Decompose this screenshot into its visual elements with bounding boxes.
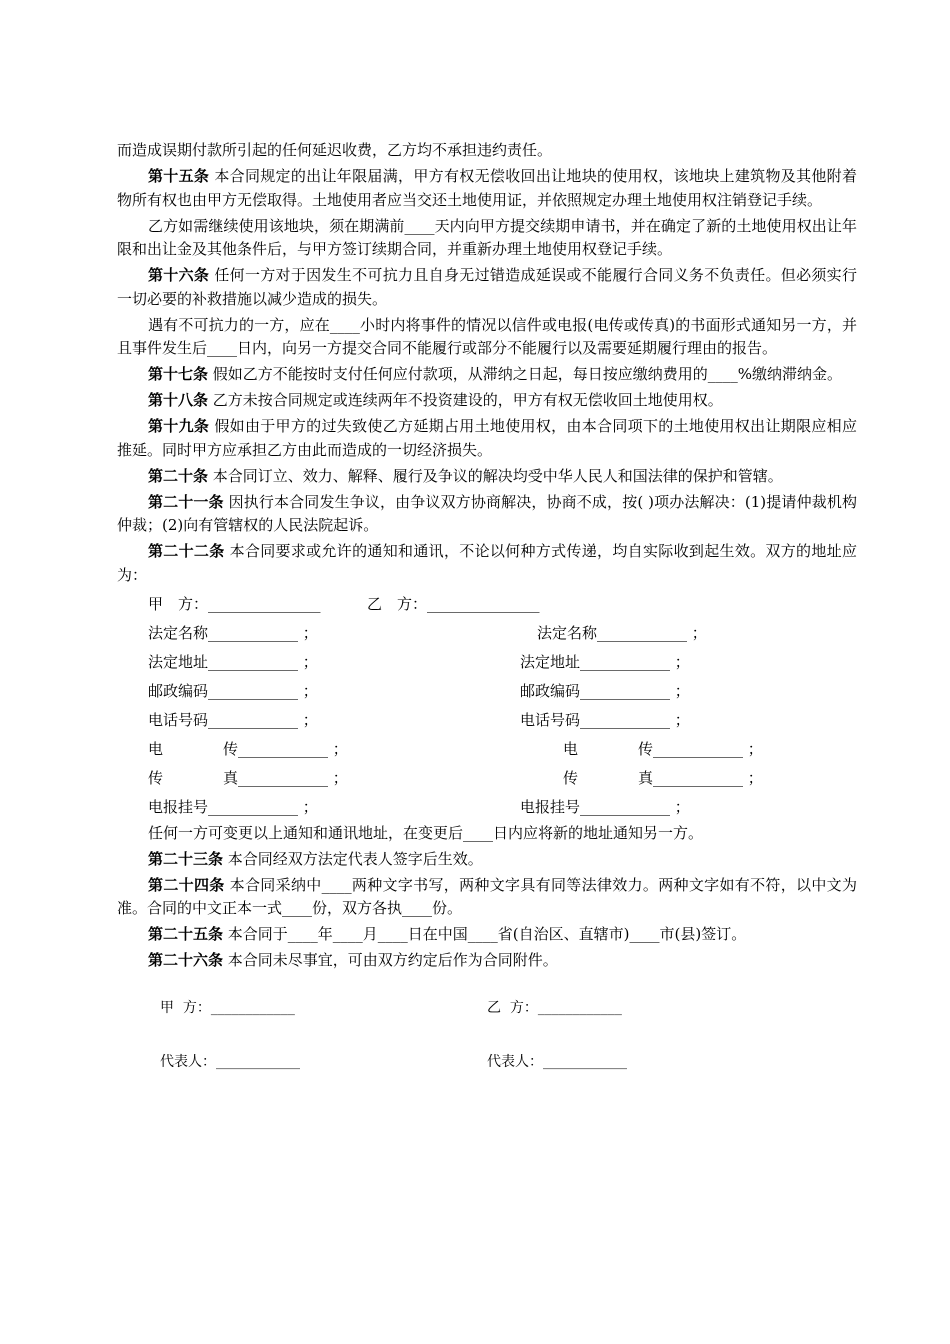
address-row: [117, 793, 857, 822]
article-text: 本合同经双方法定代表人签字后生效。: [223, 849, 483, 868]
article-25: [117, 923, 857, 947]
party-b-postcode: 邮政编码____________ ；: [520, 681, 690, 700]
article-text: 本合同未尽事宜，可由双方约定后作为合同附件。: [223, 951, 558, 969]
paragraph: 乙方如需继续使用该地块，须在期满前____天内向甲方提交续期申请书，并在确定了新的土地使用权出让年限和出让金及其他条件后，与甲方签订续期合同，并重新办理土地使用权登记手续。: [117, 216, 857, 258]
article-26: [117, 949, 857, 973]
article-title: 第十八条: [148, 391, 209, 409]
article-title: 第十六条: [148, 266, 210, 284]
address-row: [117, 619, 857, 648]
address-party-row: [117, 590, 857, 619]
article-text: 本合同订立、效力、解释、履行及争议的解决均受中华人民人和国法律的保护和管辖。: [208, 466, 783, 485]
article-text: 本合同要求或允许的通知和通讯，不论以何种方式传递，均自实际收到起生效。双方的地址应为：: [117, 542, 857, 584]
address-row: [117, 735, 857, 764]
article-24: [117, 874, 857, 921]
article-text: 乙方未按合同规定或连续两年不投资建设的，甲方有权无偿收回土地使用权。: [208, 391, 723, 409]
address-row: [117, 706, 857, 735]
article-15: [117, 165, 857, 212]
party-a-telex: 电 传____________ ；: [148, 739, 348, 758]
party-b-representative: 代表人：____________: [487, 1054, 627, 1070]
article-text: 本合同规定的出让年限届满，甲方有权无偿收回出让地块的使用权，该地块上建筑物及其他附着物所有权也由甲方无偿取得。土地使用者应当交还土地使用证，并依照规定办理土地使用权注销登记手续。: [117, 167, 857, 209]
article-title: 第二十一条: [148, 492, 224, 511]
paragraph: 遇有不可抗力的一方，应在____小时内将事件的情况以信件或电报(电传或传真)的书面形式通知另一方，并且事件发生后____日内，向另一方提交合同不能履行或部分不能履行以及需要延期履行理由的报告。: [117, 315, 857, 357]
party-b-cable: 电报挂号____________ ；: [520, 797, 690, 816]
party-b-phone: 电话号码____________ ；: [520, 710, 690, 729]
article-text: 本合同采纳中____两种文字书写，两种文字具有同等法律效力。两种文字如有不符，以中文为准。合同的中文正本一式____份，双方各执____份。: [117, 875, 857, 917]
party-a-field: 甲 方：_______________: [148, 594, 321, 613]
article-title: 第十九条: [148, 417, 210, 435]
signature-row: [117, 997, 857, 1021]
article-text: 本合同于____年____月____日在中国____省(自治区、直辖市)____市(县)签订。: [223, 925, 747, 943]
article-text: 假如由于甲方的过失致使乙方延期占用土地使用权，由本合同项下的土地使用权出让期限应相应推延。同时甲方应承担乙方由此而造成的一切经济损失。: [117, 417, 857, 459]
party-a-cable: 电报挂号____________ ；: [148, 797, 318, 816]
article-title: 第十七条: [148, 365, 209, 383]
party-a-representative: 代表人：____________: [160, 1054, 300, 1070]
article-title: 第二十六条: [148, 951, 224, 969]
article-16: [117, 264, 857, 311]
representative-row: [117, 1051, 857, 1075]
address-row: [117, 764, 857, 793]
article-23: [117, 848, 857, 872]
party-b-telex: 电 传____________ ；: [563, 739, 763, 758]
party-a-fax: 传 真____________ ；: [148, 768, 348, 787]
article-title: 第二十五条: [148, 925, 224, 943]
address-row: [117, 648, 857, 677]
party-b-legal-address: 法定地址____________ ；: [520, 652, 690, 671]
party-a-legal-address: 法定地址____________ ；: [148, 652, 318, 671]
contract-page: [117, 139, 857, 1075]
article-19: [117, 415, 857, 462]
article-title: 第二十三条: [148, 849, 224, 868]
party-b-fax: 传 真____________ ；: [563, 768, 763, 787]
paragraph: 而造成误期付款所引起的任何延迟收费，乙方均不承担违约责任。: [117, 141, 553, 159]
article-title: 第十五条: [148, 167, 210, 185]
article-22: [117, 540, 857, 587]
address-row: [117, 677, 857, 706]
party-a-postcode: 邮政编码____________ ；: [148, 681, 318, 700]
article-title: 第二十四条: [148, 875, 225, 894]
article-21: [117, 491, 857, 538]
article-title: 第二十条: [148, 466, 209, 485]
article-text: 因执行本合同发生争议，由争议双方协商解决，协商不成，按( )项办法解决：(1)提请仲裁机构仲裁；(2)向有管辖权的人民法院起诉。: [117, 492, 857, 534]
party-a-legal-name: 法定名称____________ ；: [148, 623, 318, 642]
article-17: [117, 363, 857, 387]
article-text: 假如乙方不能按时支付任何应付款项，从滞纳之日起，每日按应缴纳费用的____%缴纳滞纳金。: [208, 365, 843, 383]
paragraph: 任何一方可变更以上通知和通讯地址，在变更后____日内应将新的地址通知另一方。: [148, 823, 704, 842]
article-title: 第二十二条: [148, 542, 225, 560]
party-a-phone: 电话号码____________ ；: [148, 710, 318, 729]
party-b-legal-name: 法定名称____________ ；: [537, 623, 707, 642]
article-18: [117, 389, 857, 413]
party-a-signature: 甲 方：____________: [160, 1000, 295, 1016]
article-20: [117, 465, 857, 489]
article-text: 任何一方对于因发生不可抗力且自身无过错造成延误或不能履行合同义务不负责任。但必须实行一切必要的补救措施以减少造成的损失。: [117, 266, 857, 308]
party-b-field: 乙 方：_______________: [367, 594, 540, 613]
party-b-signature: 乙 方：____________: [487, 1000, 622, 1016]
